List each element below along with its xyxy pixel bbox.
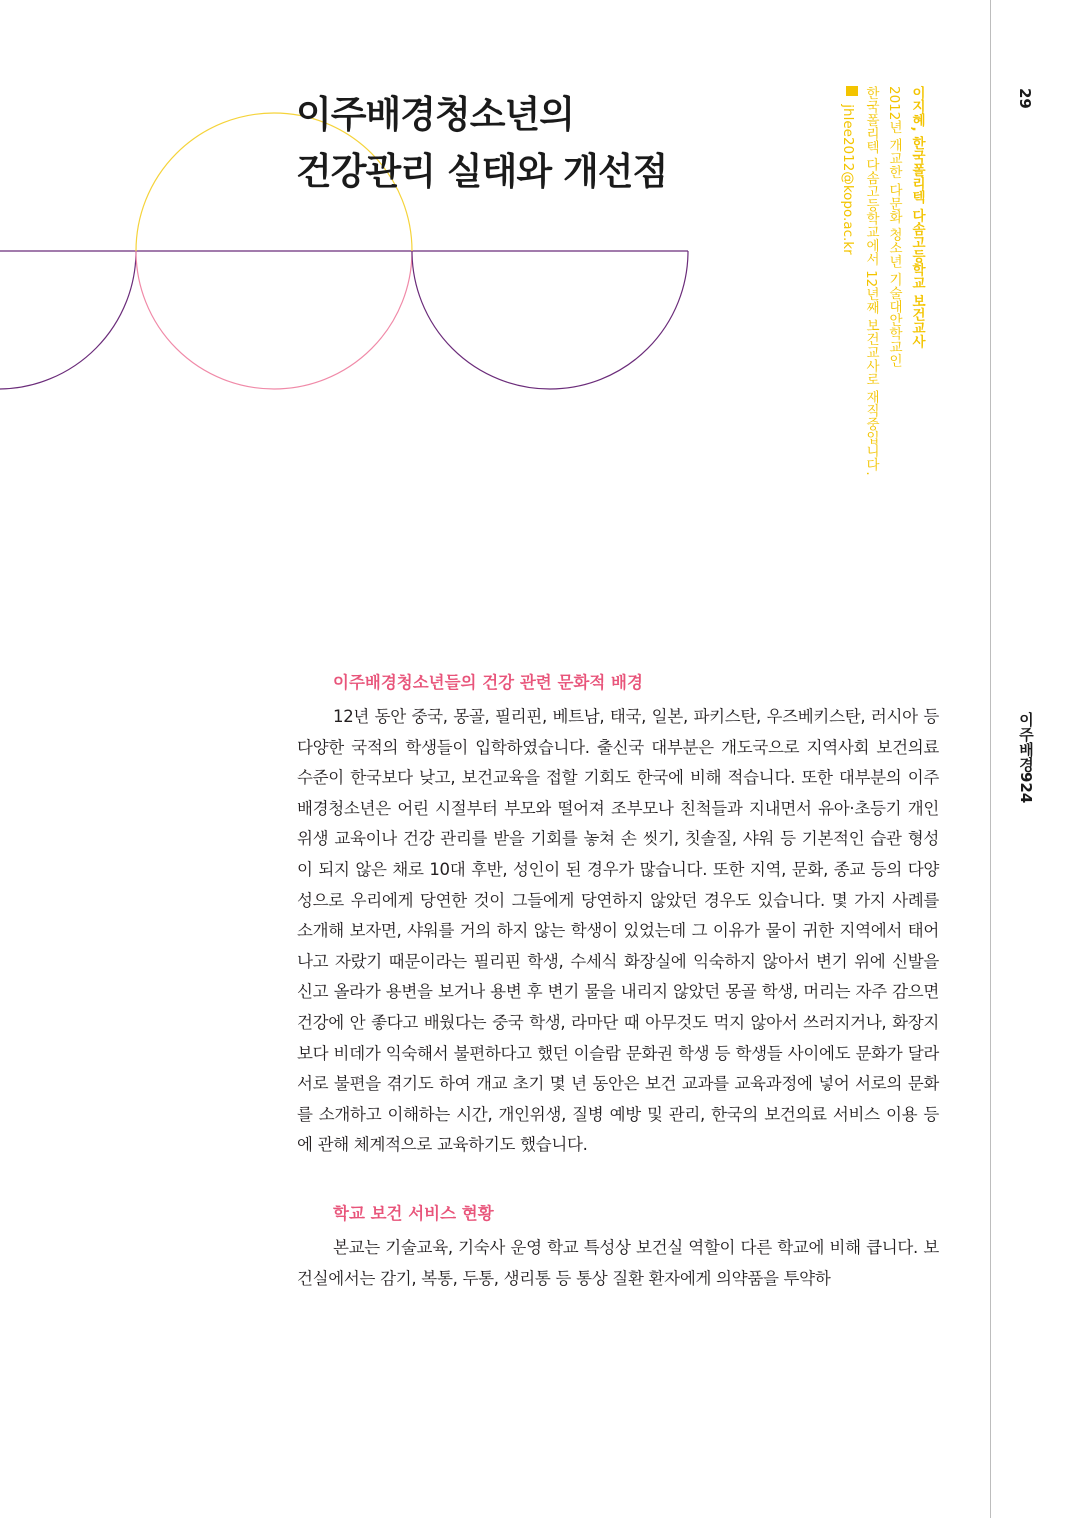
- arc-right-purple: [412, 251, 688, 389]
- author-bio-line-2: 한국폴리텍 다솜고등학교에서 12년째 보건교사로 재직중입니다.: [863, 86, 879, 476]
- mail-icon: [846, 86, 858, 96]
- article-body: [297, 668, 939, 1294]
- title-line-1: 이주배경청소년의: [296, 93, 574, 136]
- author-bio-line-1: 2012년 개교한 다문화 청소년 기술대안학교인: [886, 86, 902, 368]
- author-email[interactable]: jhlee2012@kopo.ac.kr: [840, 104, 856, 255]
- section-heading-1: 이주배경청소년들의 건강 관련 문화적 배경: [333, 673, 643, 692]
- decorative-arcs: [0, 0, 700, 400]
- arc-left-half-circle: [0, 251, 136, 389]
- page-number: 29: [1016, 88, 1034, 109]
- title-line-2: 건강관리 실태와 개선점: [296, 150, 668, 193]
- section-paragraph-2: 본교는 기술교육, 기숙사 운영 학교 특성상 보건실 역할이 다른 학교에 비해 큽니다. 보건실에서는 감기, 복통, 두통, 생리통 등 통상 질환 환자에게 의약품을 투약하: [297, 1237, 939, 1288]
- arc-bottom-pink: [136, 251, 412, 389]
- section-heading-2: 학교 보건 서비스 현황: [333, 1203, 494, 1223]
- margin-rule: [990, 0, 991, 1518]
- author-email-row: [836, 86, 859, 526]
- section-paragraph-1: 12년 동안 중국, 몽골, 필리핀, 베트남, 태국, 일본, 파키스탄, 우즈베키스탄, 러시아 등 다양한 국적의 학생들이 입학하였습니다. 출신국 대부분은 개도국으로 지역사회 보건의료 수준이 한국보다 낮고, 보건교육을 접할 기회도 한국에 비해 적습니다. 또한 대부분의 이주배경청소년은 어린 시절부터 부모와 떨어져 조부모나 친척들과 지내면서 유아·초등기 개인위생 교육이나 건강 관리를 받을 기회를 놓쳐 손 씻기, 칫솔질, 샤워 등 기본적인 습관 형성이 되지 않은 채로 10대 후반, 성인이 된 경우가 많습니다. 또한 지역, 문화, 종교 등의 다양성으로 우리에게 당연한 것이 그들에게 당연하지 않았던 경우도 있습니다. 몇 가지 사례를 소개해 보자면, 샤워를 거의 하지 않는 학생이 있었는데 그 이유가 물이 귀한 지역에서 태어나고 자랐기 때문이라는 필리핀 학생, 수세식 화장실에 익숙하지 않아서 변기 위에 신발을 신고 올라가 용변을 보거나 용변 후 변기 물을 내리지 않았던 몽골 학생, 머리는 자주 감으면 건강에 안 좋다고 배웠다는 중국 학생, 라마단 때 아무것도 먹지 않아서 쓰러지거나, 화장지보다 비데가 익숙해서 불편하다고 했던 이슬람 문화권 학생 등 학생들 사이에도 문화가 달라 서로 불편을 겪기도 하여 개교 초기 몇 년 동안은 보건 교과를 교육과정에 넣어 서로의 문화를 소개하고 이해하는 시간, 개인위생, 질병 예방 및 관리, 한국의 보건의료 서비스 이용 등에 관해 체계적으로 교육하기도 했습니다.: [297, 707, 939, 1155]
- author-name: 이지혜, 한국폴리텍 다솜고등학교 보건교사: [909, 86, 925, 349]
- article-title: [296, 86, 667, 200]
- magazine-side-label: 이주배경924: [1017, 712, 1035, 804]
- author-info: [836, 86, 928, 526]
